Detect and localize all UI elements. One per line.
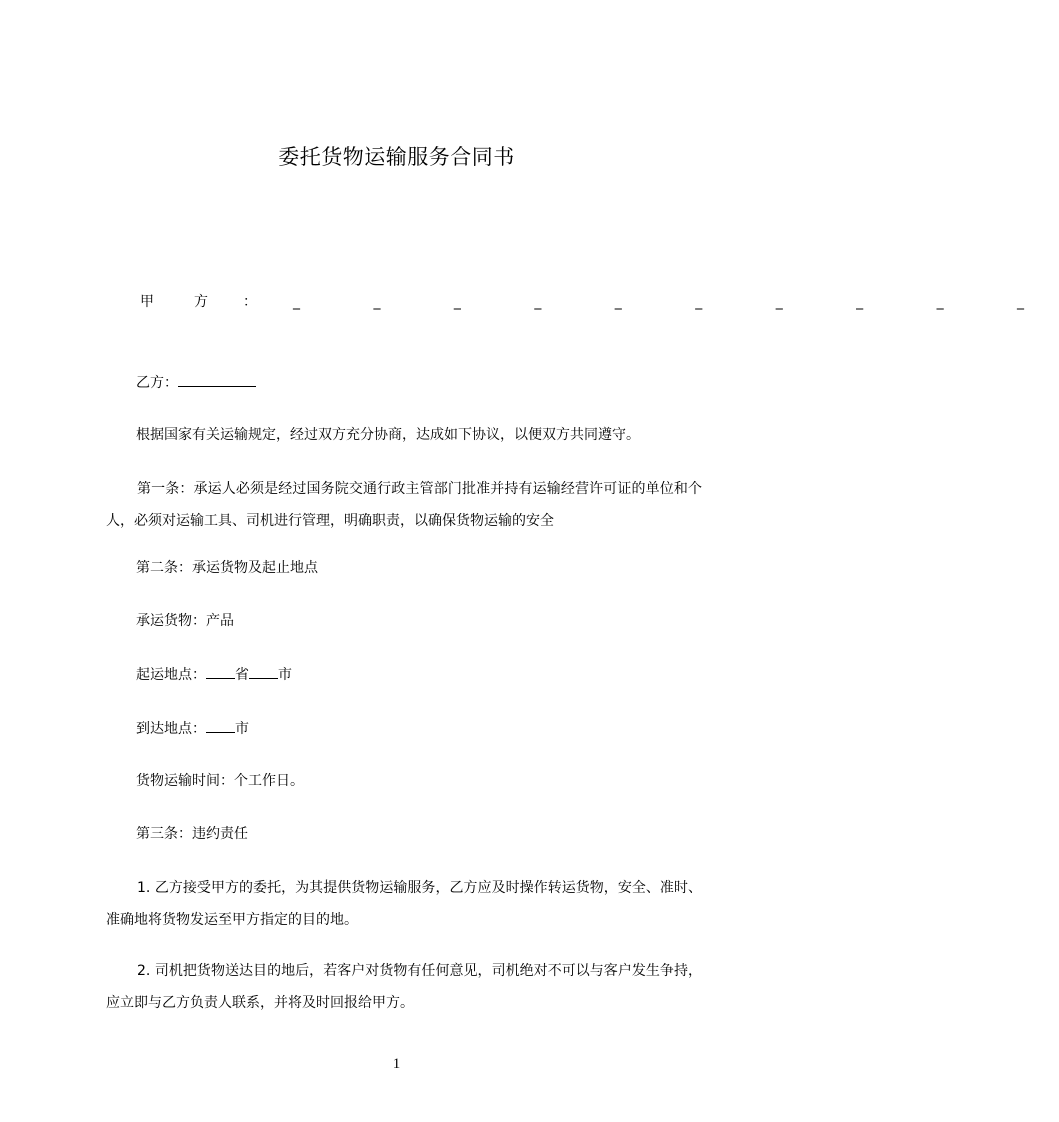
party-a-char2: 方 (194, 294, 208, 310)
document-title: 委托货物运输服务合同书 (278, 145, 515, 169)
origin-label: 起运地点： (136, 667, 206, 683)
origin-city-blank (249, 664, 278, 679)
intro-paragraph: 根据国家有关运输规定，经过双方充分协商，达成如下协议，以便双方共同遵守。 (136, 427, 640, 443)
origin-province-label: 省 (235, 667, 249, 683)
destination-line (136, 718, 249, 739)
origin-line (136, 664, 292, 685)
party-a-line (140, 292, 1059, 316)
party-b-line (136, 372, 256, 393)
article-2-heading: 第二条：承运货物及起止地点 (136, 560, 318, 576)
transport-time-line: 货物运输时间：个工作日。 (136, 773, 304, 789)
article-1-paragraph: 第一条：承运人必须是经过国务院交通行政主管部门批准并持有运输经营许可证的单位和个人，必须对运输工具、司机进行管理，明确职责，以确保货物运输的安全 (106, 481, 702, 529)
article-3-heading: 第三条：违约责任 (136, 826, 248, 842)
party-b-blank (178, 372, 256, 387)
cargo-line: 承运货物：产品 (136, 613, 234, 629)
clause-1-paragraph: 1. 乙方接受甲方的委托，为其提供货物运输服务，乙方应及时操作转运货物，安全、准时、准确地将货物发运至甲方指定的目的地。 (106, 880, 702, 928)
page-number: 1 (392, 1056, 401, 1072)
destination-city-blank (206, 718, 235, 733)
clause-2-paragraph: 2. 司机把货物送达目的地后，若客户对货物有任何意见，司机绝对不可以与客户发生争持，应立即与乙方负责人联系，并将及时回报给甲方。 (106, 963, 702, 1011)
party-a-colon: ： (243, 294, 257, 310)
party-a-char1: 甲 (140, 294, 154, 310)
party-a-blank: _ _ _ _ _ _ _ _ _ _ (293, 294, 1059, 310)
destination-city-label: 市 (235, 721, 249, 737)
origin-city-label: 市 (278, 667, 292, 683)
destination-label: 到达地点： (136, 721, 206, 737)
party-b-label: 乙方： (136, 375, 178, 391)
origin-province-blank (206, 664, 235, 679)
